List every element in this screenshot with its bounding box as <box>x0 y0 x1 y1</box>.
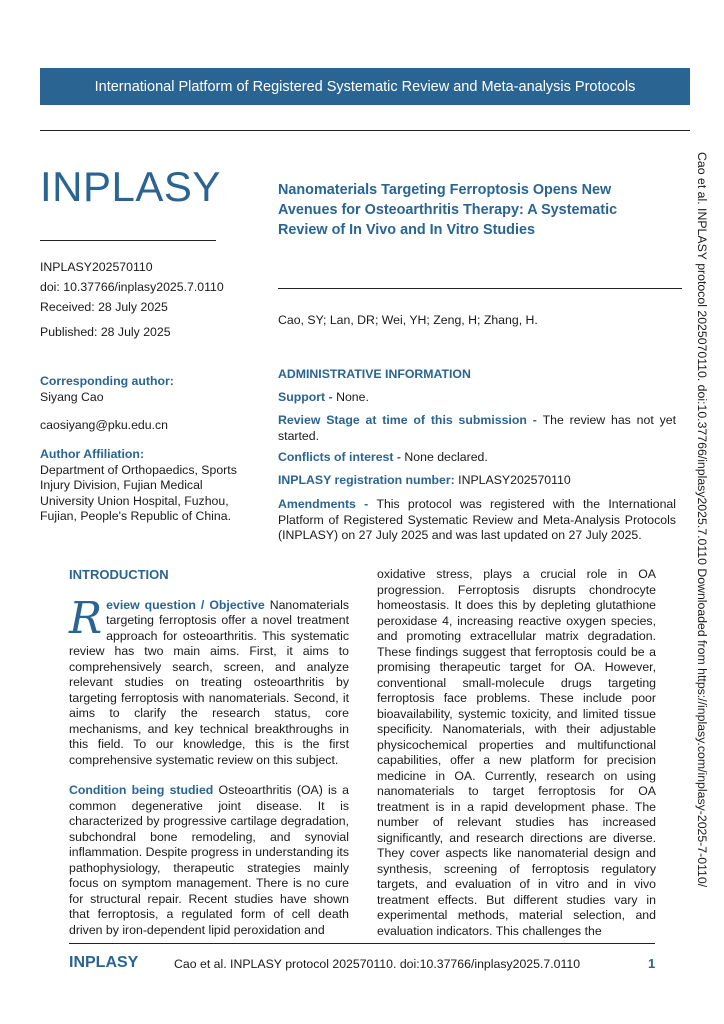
support-label: Support - <box>278 390 337 404</box>
author-affiliation <box>40 447 245 525</box>
registration-number-item <box>278 473 676 489</box>
condition-paragraph <box>69 783 349 938</box>
intro-right-column: oxidative stress, plays a crucial role in OA progression. Ferroptosis disrupts chondrocyte homeostasis. It does this by depleting glutathione peroxidase 4, increasing reactive oxygen species, and promoting extracellular matrix degradation. These findings suggest that ferroptosis could be a promising therapeutic target for OA. However, conventional small-molecule drugs targeting ferroptosis face problems. These include poor bioavailability, systemic toxicity, and limited tissue specificity. Nanomaterials, with their adjustable physicochemical properties and multifunctional capabilities, offer a new platform for precision medicine in OA. Currently, research on using nanomaterials to target ferroptosis for OA treatment is in a rapid development phase. The number of relevant studies has increased significantly, and research directions are diverse. They cover aspects like nanomaterial design and synthesis, screening of ferroptosis regulatory targets, and evaluation of in vitro and in vivo treatment effects. But different studies vary in experimental methods, material selection, and evaluation indicators. This challenges the <box>377 567 656 938</box>
doi-text: doi: 10.37766/inplasy2025.7.0110 <box>40 280 224 294</box>
footer-citation: Cao et al. INPLASY protocol 202570110. doi:10.37766/inplasy2025.7.0110 <box>174 957 581 971</box>
page-number: 1 <box>648 956 656 971</box>
support-text: None. <box>336 390 369 404</box>
paper-title: Nanomaterials Targeting Ferroptosis Opens New Avenues for Osteoarthritis Therapy: A Systematic Review of In Vivo and In Vitro Studies <box>278 182 618 238</box>
side-citation: Cao et al. INPLASY protocol 2025070110. doi:10.37766/inplasy2025.7.0110 Downloaded from https://inplasy.com/inplasy-2025-7-0110/ <box>695 152 709 888</box>
admin-heading <box>278 367 676 383</box>
support-item <box>278 390 676 406</box>
affiliation-label: Author Affiliation: <box>40 447 145 461</box>
review-stage-item <box>278 413 676 444</box>
registration-id: INPLASY202570110 <box>40 260 153 274</box>
registration-number-text: INPLASY202570110 <box>458 473 571 487</box>
review-question-paragraph <box>69 592 349 769</box>
admin-heading-text: ADMINISTRATIVE INFORMATION <box>278 367 471 381</box>
received-date: Received: 28 July 2025 <box>40 300 168 314</box>
conflicts-text: None declared. <box>404 450 488 464</box>
affiliation-text: Department of Orthopaedics, Sports Injury Division, Fujian Medical University Union Hospital, Fuzhou, Fujian, People's Republic of China. <box>40 462 237 523</box>
amendments-text: This protocol was registered with the International Platform of Registered Systematic Review and Meta-Analysis Protocols (INPLASY) on 27 July 2025 and was last updated on 27 July 2025. <box>278 497 676 542</box>
author-list: Cao, SY; Lan, DR; Wei, YH; Zeng, H; Zhang, H. <box>278 313 538 327</box>
logo-underline <box>40 240 216 241</box>
corresponding-author <box>40 374 240 434</box>
registration-number-label: INPLASY registration number: <box>278 473 459 487</box>
review-stage-text: The review has not yet started. <box>278 413 676 443</box>
inplasy-logo: INPLASY <box>40 163 221 210</box>
conflicts-item <box>278 450 676 466</box>
footer-logo: INPLASY <box>69 954 139 971</box>
corresponding-email[interactable]: caosiyang@pku.edu.cn <box>40 418 169 432</box>
review-question-label: eview question / Objective <box>106 597 265 612</box>
drop-cap: R <box>69 592 103 644</box>
intro-left-column <box>69 567 349 938</box>
amendments-label: Amendments - <box>278 497 377 511</box>
amendments-item <box>278 497 676 544</box>
title-rule <box>278 288 682 289</box>
condition-label: Condition being studied <box>69 783 214 797</box>
conflicts-label: Conflicts of interest - <box>278 450 405 464</box>
corresponding-name: Siyang Cao <box>40 389 104 404</box>
footer-rule <box>69 943 655 944</box>
review-stage-label: Review Stage at time of this submission - <box>278 413 543 427</box>
top-rule <box>40 130 690 131</box>
published-date: Published: 28 July 2025 <box>40 325 171 339</box>
introduction-heading: INTRODUCTION <box>69 567 169 582</box>
header-banner: International Platform of Registered Systematic Review and Meta-analysis Protocols <box>40 68 690 105</box>
corresponding-label: Corresponding author: <box>40 374 174 388</box>
condition-text: Osteoarthritis (OA) is a common degenerative joint disease. It is characterized by progressive cartilage degradation, subchondral bone remodeling, and synovial inflammation. Despite progress in understanding its pathophysiology, therapeutic strategies mainly focus on symptom management. There is no cure for structural repair. Recent studies have shown that ferroptosis, a regulated form of cell death driven by iron-dependent lipid peroxidation and <box>69 783 349 937</box>
review-question-text: Nanomaterials targeting ferroptosis offer a novel treatment approach for osteoarthritis. This systematic review has two main aims. First, it aims to comprehensively search, screen, and analyze relevant studies on treating osteoarthritis by targeting ferroptosis with nanomaterials. Second, it aims to clarify the research status, core mechanisms, and key technical breakthroughs in this field. To our knowledge, this is the first comprehensive systematic review on this subject. <box>69 597 349 767</box>
